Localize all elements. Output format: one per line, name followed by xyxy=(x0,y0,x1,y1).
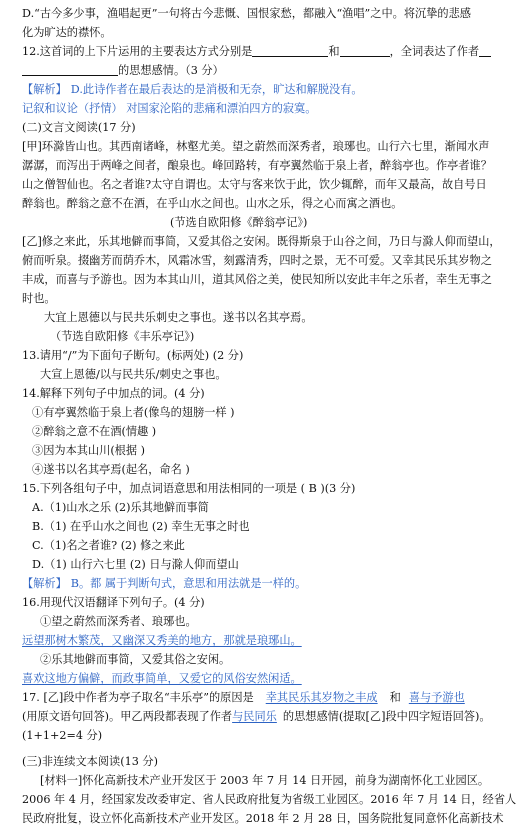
passage-line: [乙]修之来此，乐其地僻而事简，又爱其俗之安闲。既得斯泉于山谷之间，乃日与滁人仰而望山， xyxy=(22,235,501,248)
passage-line: 丰成，而喜与予游也。因为本其山川，道其风俗之美，使民知所以安此丰年之乐者，幸生无事之 xyxy=(22,273,492,286)
q17-answer-3: 与民同乐 xyxy=(232,710,277,723)
analysis-text: D.此诗作者在最后表达的是消极和无奈，旷达和解脱没有。 xyxy=(70,83,363,96)
question-17-cont xyxy=(22,707,522,727)
passage-line: 潺潺，而泻出于两峰之间者，酿泉也。峰回路转，有亭翼然临于泉上者，醉翁亭也。作亭者谁？ xyxy=(22,159,492,172)
analysis-text: B。都 属于判断句式，意思和用法就是一样的。 xyxy=(70,577,307,590)
question-13: 13.请用“/”为下面句子断句。(标两处) (2 分) xyxy=(22,349,244,362)
section-heading: (三)非连续文本阅读(13 分) xyxy=(22,755,158,768)
question-12-cont xyxy=(22,61,522,81)
translation-1-text: 远望那树木繁茂，又幽深又秀美的地方，那就是琅琊山。 xyxy=(22,634,302,647)
question-17 xyxy=(22,688,522,708)
q12-blank-3 xyxy=(479,43,491,57)
answer-14-item: ③因为本其山川(根据 ) xyxy=(32,444,145,457)
passage-line: 山之僧智仙也。名之者谁?太守自谓也。太守与客来饮于此，饮少辄醉，而年又最高，故自号日 xyxy=(22,178,487,191)
text-line: D.“古今多少事，渔唱起更”一句将古今悲慨、国恨家愁，都融入“渔唱”之中。将沉挚的悲感 xyxy=(22,7,471,20)
answer-14-item: ④遂书以名其亭焉(起名，命名 ) xyxy=(32,463,190,476)
translation-1 xyxy=(22,631,522,651)
passage-line: 大宜上恩德以与民共乐刺史之事也。遂书以名其亭焉。 xyxy=(44,311,313,324)
source-note: (节选自欧阳修《醉翁亭记》) xyxy=(170,216,308,229)
option-c: C.（1)名之者谁? (2) 修之来此 xyxy=(32,539,185,552)
q17-answer-2: 喜与予游也 xyxy=(408,691,465,704)
question-14: 14.解释下列句子中加点的词。(4 分) xyxy=(22,387,205,400)
question-16: 16.用现代汉语翻译下列句子。(4 分) xyxy=(22,596,205,609)
option-b: B.（1) 在乎山水之间也 (2) 幸生无事之时也 xyxy=(32,520,250,533)
question-15: 15.下列各组句子中，加点词语意思和用法相同的一项是 ( B )(3 分) xyxy=(22,482,356,495)
q12-stem: 12.这首词的上下片运用的主要表达方式分别是 xyxy=(22,45,253,58)
text-line: 化为旷达的襟怀。 xyxy=(22,26,112,39)
q17-answer-1: 幸其民乐其岁物之丰成 xyxy=(265,691,378,704)
q17-and: 和 xyxy=(389,691,401,704)
sentence-1: ①望之蔚然而深秀者、琅琊也。 xyxy=(40,615,197,628)
material-line: 2006 年 4 月，经国家发改委审定、省人民政府批复为省级工业园区。2016 年 7 月 14 日，经省人 xyxy=(22,793,517,806)
answer-14-item: ②醉翁之意不在酒(情趣 ) xyxy=(32,425,157,438)
question-12 xyxy=(22,42,522,62)
q12-blank-2 xyxy=(340,43,390,57)
q17-stem-2: (用原文语句回答)。甲乙两段都表现了作者 xyxy=(22,710,233,723)
answer-line: 记叙和议论（抒情） 对国家沦陷的悲痛和漂泊四方的寂寞。 xyxy=(22,102,317,115)
answer-13: 大宣上恩德/以与民共乐/刺史之事也。 xyxy=(40,368,227,381)
passage-line: [甲]环滁皆山也。其西南诸峰，林壑尤美。望之蔚然而深秀者，琅琊也。山行六七里，渐闻水声 xyxy=(22,140,490,153)
option-d: D.（1) 山行六七里 (2) 日与滁人仰而望山 xyxy=(32,558,239,571)
q12-and: 和 xyxy=(328,45,340,58)
analysis-line xyxy=(22,574,522,594)
material-line: [材料一]怀化高新技术产业开发区于 2003 年 7 月 14 日开园，前身为湖南怀化工业园区。 xyxy=(40,774,490,787)
analysis-label: 【解析】 xyxy=(22,83,67,96)
q12-stem-3: 的思想感情。（3 分） xyxy=(118,64,224,77)
q12-blank-1 xyxy=(252,43,328,57)
analysis-label: 【解析】 xyxy=(22,577,67,590)
sentence-2: ②乐其地僻而事简，又爱其俗之安闲。 xyxy=(40,653,231,666)
translation-2 xyxy=(22,669,522,689)
material-line: 民政府批复，设立怀化高新技术产业开发区。2018 年 2 月 28 日，国务院批复同意怀化高新技术 xyxy=(22,812,504,825)
q12-blank-4 xyxy=(22,62,118,76)
answer-14-item: ①有亭翼然临于泉上者(像鸟的翅膀一样 ) xyxy=(32,406,235,419)
q17-stem-3: 的思想感情(提取[乙]段中四字短语回答)。 xyxy=(282,710,491,723)
score-note: (1+1+2=4 分) xyxy=(22,729,103,742)
q12-stem-2: ，全词表达了作者 xyxy=(389,45,480,58)
source-note: （节选自欧阳修《丰乐亭记》) xyxy=(50,330,195,343)
passage-line: 时也。 xyxy=(22,292,56,305)
analysis-line xyxy=(22,80,522,100)
passage-line: 俯而听泉。掇幽芳而荫乔木，风霜冰雪，刻露清秀，四时之景，无不可爱。又幸其民乐其岁物之 xyxy=(22,254,492,267)
passage-line: 醉翁也。醉翁之意不在酒，在乎山水之间也。山水之乐，得之心而寓之酒也。 xyxy=(22,197,403,210)
q17-stem: 17. [乙]段中作者为亭子取名“丰乐亭”的原因是 xyxy=(22,691,254,704)
option-a: A.（1)山水之乐 (2)乐其地僻而事简 xyxy=(32,501,209,514)
section-heading: (二)文言文阅读(17 分) xyxy=(22,121,136,134)
translation-2-text: 喜欢这地方偏僻，而政事简单，又爱它的风俗安然闲适。 xyxy=(22,672,302,685)
